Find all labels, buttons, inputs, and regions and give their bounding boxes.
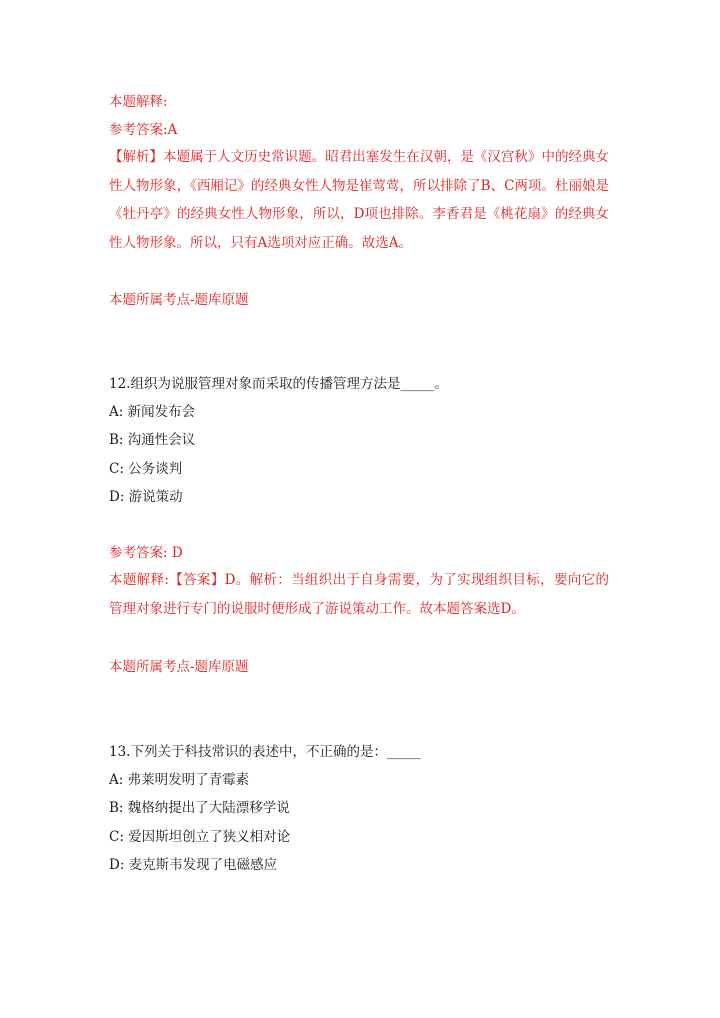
q12-question: 12.组织为说服管理对象而采取的传播管理方法是_____。 (109, 376, 448, 392)
q12-explanation: 本题解释:【答案】D。解析：当组织出于自身需要，为了实现组织目标，要向它的管理对象进行专门的说服时便形成了游说策动工作。故本题答案选D。 (109, 572, 609, 617)
q13-option-a: A: 弗莱明发明了青霉素 (109, 772, 250, 788)
q13-option-b: B: 魏格纳提出了大陆漂移学说 (109, 800, 290, 816)
q12-source: 本题所属考点-题库原题 (109, 659, 249, 675)
q12-option-c: C: 公务谈判 (109, 461, 183, 477)
q12-answer: 参考答案: D (109, 545, 183, 561)
q13-option-c: C: 爱因斯坦创立了狭义相对论 (109, 829, 291, 845)
q11-explanation: 【解析】本题属于人文历史常识题。昭君出塞发生在汉朝，是《汉宫秋》中的经典女性人物形象，《西厢记》的经典女性人物是崔莺莺，所以排除了B、C两项。杜丽娘是《牡丹亭》的经典女性人物形象，所以，D项也排除。李香君是《桃花扇》的经典女性人物形象。所以，只有A选项对应正确。故选A。 (109, 149, 609, 251)
q12-option-b: B: 沟通性会议 (109, 432, 196, 448)
q13-question: 13.下列关于科技常识的表述中，不正确的是：_____ (109, 744, 421, 760)
q11-answer: 参考答案:A (109, 122, 178, 138)
q11-explain-label: 本题解释: (109, 94, 168, 110)
q12-option-a: A: 新闻发布会 (109, 404, 196, 420)
q13-option-d: D: 麦克斯韦发现了电磁感应 (109, 857, 278, 873)
q11-source: 本题所属考点-题库原题 (109, 292, 249, 308)
q12-option-d: D: 游说策动 (109, 489, 183, 505)
